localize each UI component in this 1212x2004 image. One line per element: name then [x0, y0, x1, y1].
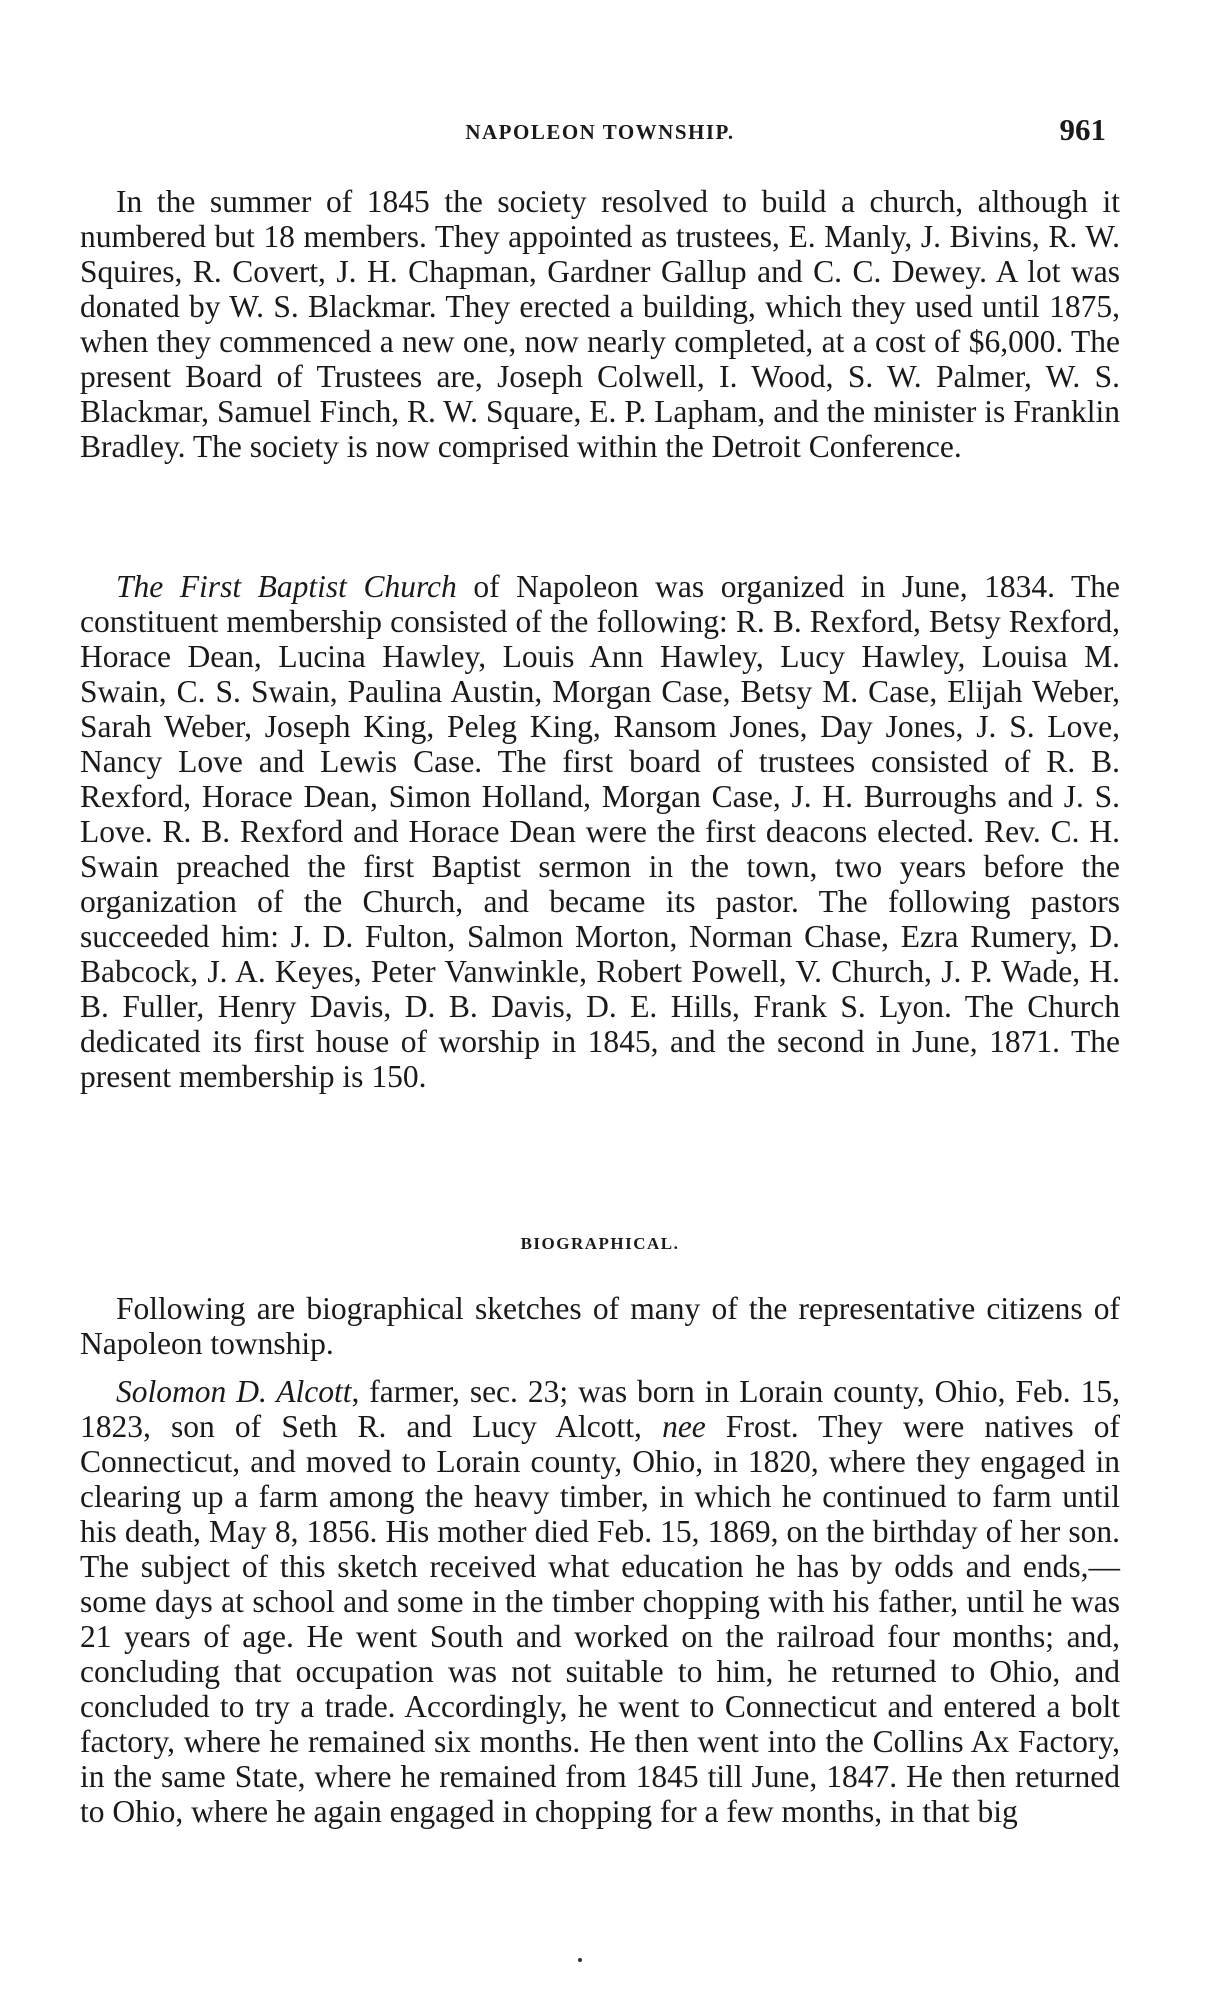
biographical-heading: BIOGRAPHICAL.	[520, 1234, 680, 1253]
page-number: 961	[1059, 112, 1106, 147]
alcott-text-b: Frost. They were natives of Connecticut, and moved to Lorain county, Ohio, in 1820, where they engaged in clearing up a farm among the heavy timber, in which he continued to farm until his death, May 8, 1856. His mother died Feb. 15, 1869, on the birthday of her son. The subject of this sketch received what education he has by odds and ends,—some days at school and some in the timber chopping with his father, until he was 21 years of age. He went South and worked on the railroad four months; and, concluding that occupation was not suitable to him, he returned to Ohio, and concluded to try a trade. Accordingly, he went to Connecticut and entered a bolt factory, where he remained six months. He then went into the Collins Ax Factory, in the same State, where he remained from 1845 till June, 1847. He then returned to Ohio, where he again engaged in chopping for a few months, in that big	[80, 1409, 1121, 1829]
methodist-paragraph: In the summer of 1845 the society resolved to build a church, although it numbered but 18 members. They appointed as trustees, E. Manly, J. Bivins, R. W. Squires, R. Covert, J. H. Chapman, Gardner Gallup and C. C. Dewey. A lot was donated by W. S. Blackmar. They erected a building, which they used until 1875, when they commenced a new one, now nearly completed, at a cost of $6,000. The present Board of Trustees are, Joseph Colwell, I. Wood, S. W. Palmer, W. S. Blackmar, Samuel Finch, R. W. Square, E. P. Lapham, and the minister is Franklin Bradley. The society is now comprised within the Detroit Conference.	[80, 184, 1120, 464]
methodist-section	[80, 184, 1120, 464]
biographical-intro-section	[80, 1291, 1120, 1361]
baptist-section	[80, 569, 1120, 1094]
alcott-text-a: , farmer, sec. 23; was born in Lorain county, Ohio, Feb. 15, 1823, son of Seth R. and Lucy Alcott,	[80, 1374, 1120, 1444]
ink-speck	[578, 1958, 582, 1962]
alcott-paragraph	[80, 1374, 1120, 1829]
running-head: NAPOLEON TOWNSHIP.	[465, 120, 735, 144]
alcott-nee: nee	[662, 1409, 706, 1444]
baptist-paragraph	[80, 569, 1120, 1094]
baptist-text: of Napoleon was organized in June, 1834. The constituent membership consisted of the following: R. B. Rexford, Betsy Rexford, Horace Dean, Lucina Hawley, Louis Ann Hawley, Lucy Hawley, Louisa M. Swain, C. S. Swain, Paulina Austin, Morgan Case, Betsy M. Case, Elijah Weber, Sarah Weber, Joseph King, Peleg King, Ransom Jones, Day Jones, J. S. Love, Nancy Love and Lewis Case. The first board of trustees consisted of R. B. Rexford, Horace Dean, Simon Holland, Morgan Case, J. H. Burroughs and J. S. Love. R. B. Rexford and Horace Dean were the first deacons elected. Rev. C. H. Swain preached the first Baptist sermon in the town, two years before the organization of the Church, and became its pastor. The following pastors succeeded him: J. D. Fulton, Salmon Morton, Norman Chase, Ezra Rumery, D. Babcock, J. A. Keyes, Peter Vanwinkle, Robert Powell, V. Church, J. P. Wade, H. B. Fuller, Henry Davis, D. B. Davis, D. E. Hills, Frank S. Lyon. The Church dedicated its first house of worship in 1845, and the second in June, 1871. The present membership is 150.	[80, 569, 1120, 1094]
baptist-church-title: The First Baptist Church	[116, 569, 457, 604]
alcott-section	[80, 1374, 1120, 1829]
page-header	[80, 112, 1120, 152]
alcott-name: Solomon D. Alcott	[116, 1374, 352, 1409]
biographical-intro: Following are biographical sketches of many of the representative citizens of Napoleon township.	[80, 1291, 1120, 1361]
